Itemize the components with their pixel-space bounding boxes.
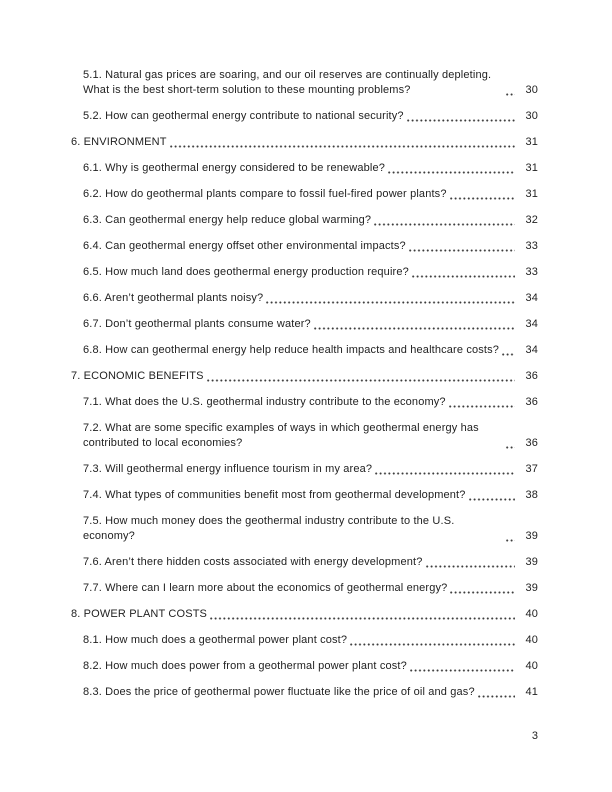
toc-entry-title: 7.4. What types of communities benefit most from geothermal development? (83, 489, 466, 501)
toc-dot-leader (411, 275, 515, 278)
toc-entry-page: 34 (525, 344, 538, 356)
toc-entry-page: 34 (525, 318, 538, 330)
toc-entry[interactable] (83, 581, 538, 596)
toc-entry-page: 40 (525, 660, 538, 672)
toc-entry[interactable] (83, 161, 538, 176)
toc-entry[interactable] (83, 488, 538, 503)
toc-entry[interactable] (83, 68, 538, 98)
toc-dot-leader (169, 145, 515, 148)
toc-entry-title: 6.2. How do geothermal plants compare to fossil fuel-fired power plants? (83, 188, 447, 200)
toc-entry-title: 8. POWER PLANT COSTS (71, 608, 208, 620)
toc-dot-leader (425, 565, 516, 568)
toc-entry-title: 7.7. Where can I learn more about the economics of geothermal energy? (83, 582, 448, 594)
toc-entry[interactable] (83, 633, 538, 648)
toc-entry[interactable] (83, 239, 538, 254)
toc-entry[interactable] (83, 109, 538, 124)
toc-entry[interactable] (83, 187, 538, 202)
toc-entry-title: 6.5. How much land does geothermal energy production require? (83, 266, 409, 278)
toc-entry-page: 30 (525, 84, 538, 96)
toc-entry-title: 7.3. Will geothermal energy influence tourism in my area? (83, 463, 373, 475)
toc-dot-leader (387, 171, 515, 174)
toc-entry-page: 36 (525, 396, 538, 408)
toc-entry[interactable] (83, 462, 538, 477)
toc-entry[interactable] (83, 291, 538, 306)
toc-entry-page: 41 (525, 686, 538, 698)
toc-entry-title: 8.1. How much does a geothermal power plant cost? (83, 634, 348, 646)
toc-entry[interactable] (71, 135, 538, 150)
toc-dot-leader (406, 119, 515, 122)
toc-entry-title: 6.4. Can geothermal energy offset other environmental impacts? (83, 240, 406, 252)
toc-dot-leader (477, 695, 515, 698)
toc-entry-title: 7.2. What are some specific examples of ways in which geothermal energy has contributed to local economies? (83, 422, 479, 449)
toc-entry-page: 36 (525, 437, 538, 449)
toc-entry-page: 33 (525, 240, 538, 252)
toc-entry[interactable] (83, 685, 538, 700)
toc-entry-page: 30 (525, 110, 538, 122)
toc-entry-page: 39 (525, 582, 538, 594)
toc-entry-page: 38 (525, 489, 538, 501)
toc-entry-page: 31 (525, 136, 538, 148)
toc-dot-leader (449, 591, 515, 594)
toc-entry-page: 34 (525, 292, 538, 304)
toc-entry[interactable] (83, 421, 538, 451)
toc-entry[interactable] (83, 395, 538, 410)
toc-entry-title: 6.6. Aren’t geothermal plants noisy? (83, 292, 264, 304)
toc-entry-page: 39 (525, 530, 538, 542)
table-of-contents (71, 68, 538, 700)
toc-dot-leader (206, 379, 515, 382)
toc-entry-page: 36 (525, 370, 538, 382)
toc-entry-page: 31 (525, 188, 538, 200)
toc-entry[interactable] (83, 265, 538, 280)
toc-entry-page: 32 (525, 214, 538, 226)
toc-entry[interactable] (83, 343, 538, 358)
toc-entry-title: 8.2. How much does power from a geothermal power plant cost? (83, 660, 407, 672)
toc-entry-title: 6. ENVIRONMENT (71, 136, 167, 148)
toc-dot-leader (505, 446, 515, 449)
toc-entry-page: 40 (525, 608, 538, 620)
toc-dot-leader (505, 93, 515, 96)
toc-dot-leader (209, 617, 515, 620)
toc-entry-page: 40 (525, 634, 538, 646)
toc-entry[interactable] (83, 659, 538, 674)
toc-entry-title: 7. ECONOMIC BENEFITS (71, 370, 204, 382)
toc-entry-page: 31 (525, 162, 538, 174)
toc-entry-title: 5.2. How can geothermal energy contribute to national security? (83, 110, 404, 122)
toc-entry-title: 7.5. How much money does the geothermal industry contribute to the U.S. economy? (83, 515, 455, 542)
toc-entry-page: 37 (525, 463, 538, 475)
toc-entry-title: 6.3. Can geothermal energy help reduce global warming? (83, 214, 372, 226)
toc-entry[interactable] (83, 213, 538, 228)
toc-dot-leader (374, 472, 515, 475)
toc-dot-leader (373, 223, 515, 226)
toc-entry[interactable] (71, 369, 538, 384)
toc-entry-title: 8.3. Does the price of geothermal power fluctuate like the price of oil and gas? (83, 686, 475, 698)
toc-dot-leader (501, 353, 515, 356)
toc-entry-title: 7.6. Aren’t there hidden costs associated with energy development? (83, 556, 423, 568)
toc-dot-leader (448, 405, 515, 408)
toc-entry-title: 6.1. Why is geothermal energy considered to be renewable? (83, 162, 386, 174)
toc-entry-title: 7.1. What does the U.S. geothermal industry contribute to the economy? (83, 396, 446, 408)
toc-dot-leader (265, 301, 515, 304)
page-footer (532, 729, 538, 744)
page-number: 3 (531, 730, 538, 742)
toc-entry[interactable] (71, 607, 538, 622)
toc-entry-title: 5.1. Natural gas prices are soaring, and our oil reserves are continually depleting. What is the best short-term solution to these mounting problems? (83, 69, 492, 96)
toc-entry-title: 6.7. Don’t geothermal plants consume water? (83, 318, 311, 330)
toc-entry-page: 33 (525, 266, 538, 278)
toc-dot-leader (409, 669, 515, 672)
toc-entry-page: 39 (525, 556, 538, 568)
toc-dot-leader (505, 539, 515, 542)
toc-entry[interactable] (83, 555, 538, 570)
toc-dot-leader (408, 249, 515, 252)
toc-dot-leader (468, 498, 515, 501)
toc-dot-leader (449, 197, 515, 200)
toc-dot-leader (349, 643, 515, 646)
toc-entry-title: 6.8. How can geothermal energy help reduce health impacts and healthcare costs? (83, 344, 500, 356)
toc-entry[interactable] (83, 317, 538, 332)
toc-entry[interactable] (83, 514, 538, 544)
toc-dot-leader (313, 327, 515, 330)
